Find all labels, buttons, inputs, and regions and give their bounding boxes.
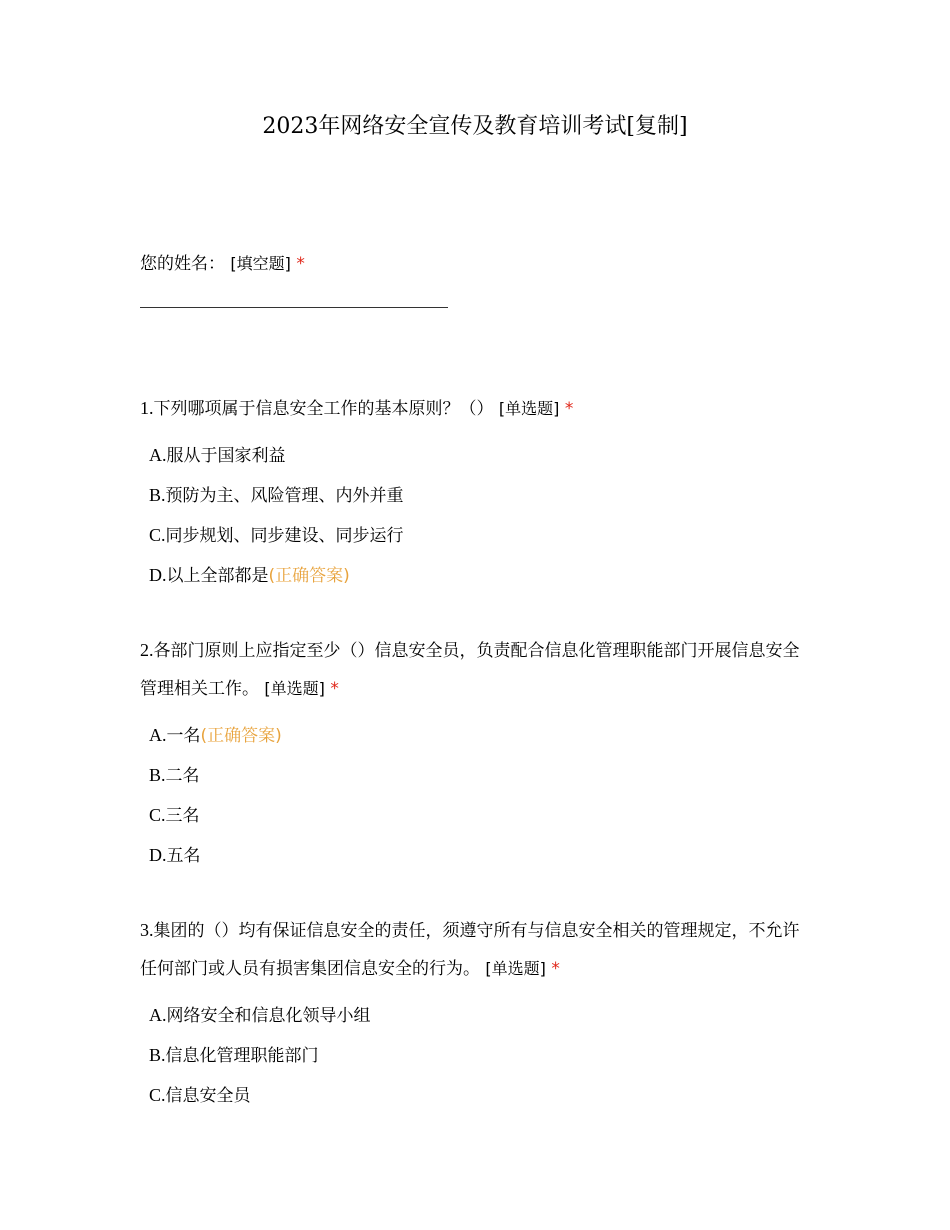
option-2c[interactable] bbox=[149, 800, 200, 831]
correct-answer-note: (正确答案) bbox=[200, 726, 282, 746]
question-number: 3. bbox=[140, 920, 154, 940]
required-mark: * bbox=[564, 399, 574, 419]
option-letter: C. bbox=[149, 1085, 166, 1105]
question-type-tag: [单选题] bbox=[485, 959, 546, 978]
option-letter: C. bbox=[149, 805, 166, 825]
option-text: 一名 bbox=[166, 726, 201, 746]
option-letter: B. bbox=[149, 485, 166, 505]
question-number: 2. bbox=[140, 640, 154, 660]
option-letter: A. bbox=[149, 725, 167, 745]
option-2a[interactable] bbox=[149, 720, 282, 751]
option-3a[interactable] bbox=[149, 1000, 371, 1031]
option-1b[interactable] bbox=[149, 480, 404, 511]
question-1 bbox=[140, 390, 812, 428]
option-text: 三名 bbox=[165, 806, 200, 826]
name-answer-line[interactable] bbox=[140, 307, 448, 308]
required-mark: * bbox=[551, 959, 560, 979]
option-1c[interactable] bbox=[149, 520, 404, 551]
option-text: 预防为主、风险管理、内外并重 bbox=[165, 486, 404, 506]
page-title: 2023年网络安全宣传及教育培训考试[复制] bbox=[262, 114, 688, 139]
question-type-tag: [单选题] bbox=[498, 399, 560, 418]
option-2b[interactable] bbox=[149, 760, 200, 791]
option-text: 服从于国家利益 bbox=[166, 446, 286, 466]
correct-answer-note: (正确答案) bbox=[268, 566, 350, 586]
option-letter: A. bbox=[149, 1005, 167, 1025]
name-label: 您的姓名： bbox=[140, 254, 225, 274]
option-text: 以上全部都是 bbox=[166, 566, 269, 586]
option-letter: B. bbox=[149, 765, 166, 785]
option-1d[interactable] bbox=[149, 560, 350, 591]
question-3 bbox=[140, 912, 812, 988]
option-3c[interactable] bbox=[149, 1080, 251, 1111]
question-text: 下列哪项属于信息安全工作的基本原则？（） bbox=[153, 399, 494, 419]
question-number: 1. bbox=[140, 398, 154, 418]
question-2 bbox=[140, 632, 812, 708]
required-mark: * bbox=[296, 254, 305, 274]
option-text: 信息化管理职能部门 bbox=[165, 1046, 319, 1066]
option-text: 五名 bbox=[166, 846, 201, 866]
option-letter: A. bbox=[149, 445, 167, 465]
option-letter: B. bbox=[149, 1045, 166, 1065]
question-type-tag: [填空题] bbox=[230, 254, 291, 273]
name-question bbox=[140, 245, 812, 283]
required-mark: * bbox=[330, 679, 339, 699]
option-3b[interactable] bbox=[149, 1040, 319, 1071]
option-text: 二名 bbox=[165, 766, 200, 786]
option-2d[interactable] bbox=[149, 840, 201, 871]
option-letter: C. bbox=[149, 525, 166, 545]
question-text: 各部门原则上应指定至少（）信息安全员，负责配合信息化管理职能部门开展信息安全管理相关工作。 bbox=[140, 641, 800, 699]
option-letter: D. bbox=[149, 845, 167, 865]
option-text: 同步规划、同步建设、同步运行 bbox=[165, 526, 404, 546]
option-text: 网络安全和信息化领导小组 bbox=[166, 1006, 371, 1026]
option-text: 信息安全员 bbox=[165, 1086, 251, 1106]
question-text: 集团的（）均有保证信息安全的责任，须遵守所有与信息安全相关的管理规定，不允许任何部门或人员有损害集团信息安全的行为。 bbox=[140, 921, 800, 979]
option-letter: D. bbox=[149, 565, 167, 585]
question-type-tag: [单选题] bbox=[264, 679, 325, 698]
option-1a[interactable] bbox=[149, 440, 286, 471]
